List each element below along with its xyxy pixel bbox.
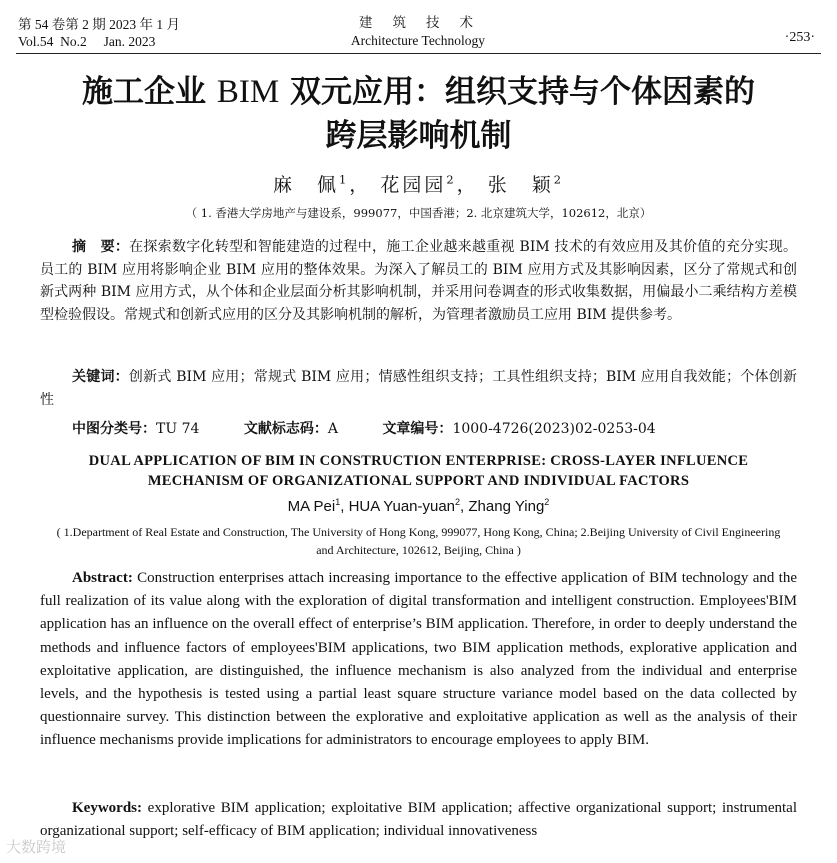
author-separator: ，	[349, 174, 372, 196]
issue-cn: 第 54 卷第 2 期 2023 年 1 月	[18, 17, 180, 32]
author-name: 张 颖	[487, 174, 554, 196]
keywords-cn-text: 创新式 BIM 应用；常规式 BIM 应用；情感性组织支持；工具性组织支持；BIM 应用自我效能；个体创新性	[40, 369, 798, 408]
author-name: 花园园	[380, 174, 447, 196]
clc-label: 中图分类号：	[72, 421, 156, 437]
affiliation-cn: （ 1. 香港大学房地产与建设系，999077，中国香港；2. 北京建筑大学，102612，北京）	[185, 206, 652, 220]
header-rule	[16, 53, 821, 54]
abstract-cn-label: 摘 要：	[72, 239, 130, 255]
author-separator: ,	[340, 498, 349, 515]
clc-value: TU 74	[156, 421, 200, 437]
watermark: 大数跨境	[6, 838, 67, 856]
abstract-en-label: Abstract:	[72, 570, 133, 586]
keywords-en	[40, 797, 797, 843]
author-name-en: HUA Yuan-yuan	[348, 498, 456, 515]
authors-cn	[0, 170, 837, 197]
issue-en: Vol.54 No.2 Jan. 2023	[18, 34, 156, 49]
abstract-cn-text: 在探索数字化转型和智能建造的过程中，施工企业越来越重视 BIM 技术的有效应用及其价值的充分实现。员工的 BIM 应用将影响企业 BIM 应用的整体效果。为深入了解员工的 BIM 应用方式及其影响因素，区分了常规式和创新式两种 BIM 应用方式，从个体和企业层面分析其影响机制，并采用问卷调查的形式收集数据，用偏最小二乘结构方差模型检验假设。常规式和创新式应用的区分及其影响机制的解析，为管理者激励员工应用 BIM 提供参考。	[40, 239, 797, 323]
journal-name-cn: 建筑技术	[359, 15, 493, 30]
author-affil-mark: 2	[544, 497, 550, 507]
title-line-1: 施工企业 BIM 双元应用：组织支持与个体因素的	[82, 74, 755, 110]
title-en-line-2: MECHANISM OF ORGANIZATIONAL SUPPORT AND INDIVIDUAL FACTORS	[147, 473, 690, 489]
page-number: ·253·	[784, 30, 815, 45]
paper-title-cn	[0, 70, 837, 158]
author-separator: ,	[460, 498, 469, 515]
affiliation-en: ( 1.Department of Real Estate and Construction, The University of Hong Kong, 999077, Hong Kong, China; 2.Beijing University of Civil Engineering and Architecture, 102612, Beijing, China )	[56, 525, 781, 557]
abstract-en-text: Construction enterprises attach increasing importance to the effective application of BIM technology and the full realization of its value along with the exploration of digital transformation and intelligent construction. Employees'BIM application has an influence on the overall effect of enterprise’s BIM application. Therefore, in order to deeply understand the methods and influence factors of employees'BIM applications, two BIM application methods, explorative application and exploitative application, are distinguished, the influence mechanism is also analyzed from the individual and enterprise levels, and the hypothesis is tested using a partial least square structure variance model based on the data collected by questionnaire survey. This distinction between the explorative and exploitative application as well as the analysis of their influence mechanisms provide implications for administrators to encourage employees to apply BIM.	[40, 570, 797, 749]
author-affil-mark: 2	[553, 172, 564, 187]
author-separator: ，	[456, 174, 479, 196]
classification-line	[72, 418, 656, 438]
author-affil-mark: 1	[335, 497, 341, 507]
article-no-value: 1000-4726(2023)02-0253-04	[452, 421, 656, 437]
author-affil-mark: 2	[455, 497, 461, 507]
paper-title-en	[0, 451, 837, 491]
keywords-cn-label: 关键词：	[72, 369, 129, 385]
doc-code-value: A	[327, 421, 338, 437]
journal-name	[343, 14, 493, 50]
title-en-line-1: DUAL APPLICATION OF BIM IN CONSTRUCTION ENTERPRISE: CROSS-LAYER INFLUENCE	[88, 453, 749, 469]
abstract-en	[40, 567, 797, 753]
authors-en	[0, 497, 837, 515]
keywords-en-text: explorative BIM application; exploitative BIM application; affective organizational support; instrumental organizational support; self-efficacy of BIM application; individual innovativeness	[40, 800, 797, 840]
abstract-cn	[40, 236, 797, 326]
journal-issue-info	[18, 16, 180, 50]
author-affil-mark: 1	[339, 172, 350, 187]
article-no-label: 文章编号：	[382, 421, 453, 437]
author-name-en: Zhang Ying	[468, 498, 545, 515]
keywords-en-label: Keywords:	[72, 800, 142, 816]
author-name-en: MA Pei	[287, 498, 336, 515]
journal-name-en: Architecture Technology	[350, 33, 486, 48]
author-name: 麻 佩	[273, 174, 340, 196]
doc-code-label: 文献标志码：	[243, 421, 328, 437]
title-line-2: 跨层影响机制	[325, 118, 512, 154]
author-affil-mark: 2	[446, 172, 457, 187]
keywords-cn	[40, 366, 797, 411]
